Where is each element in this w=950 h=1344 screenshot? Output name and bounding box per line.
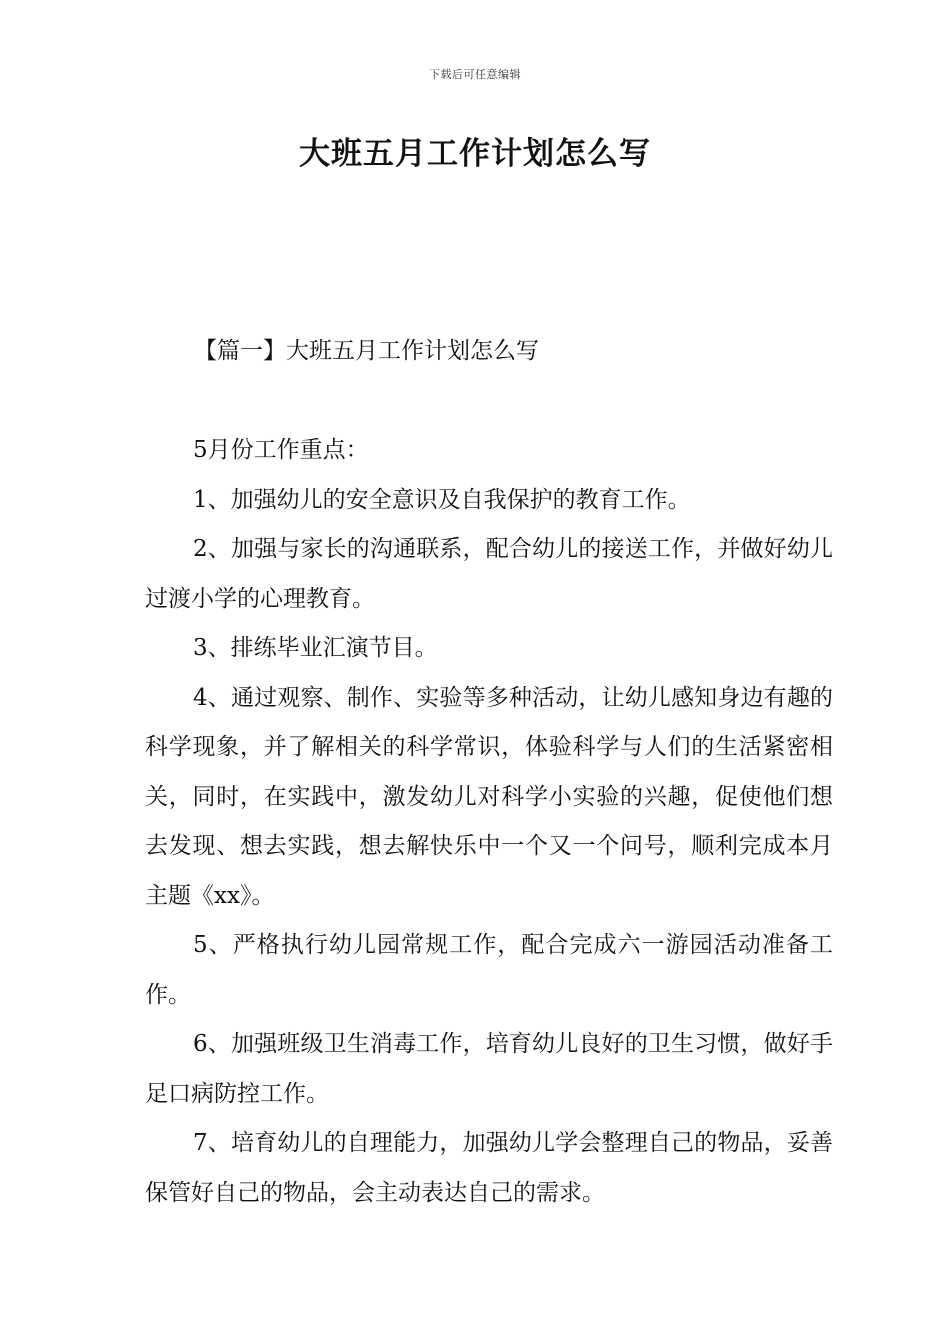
paragraph-focus-intro: 5月份工作重点： [193,437,369,463]
paragraph-item-4: 4、通过观察、制作、实验等多种活动，让幼儿感知身边有趣的科学现象，并了解相关的科学常识，体验科学与人们的生活紧密相关，同时，在实践中，激发幼儿对科学小实验的兴趣，促使他们想去发现、想去实践，想去解快乐中一个又一个问号，顺利完成本月主题《xx》。 [145,684,833,909]
document-title: 大班五月工作计划怎么写 [299,136,651,172]
document-body [145,426,833,1218]
section-heading: 【篇一】大班五月工作计划怎么写 [194,338,539,364]
paragraph-item-5: 5、严格执行幼儿园常规工作，配合完成六一游园活动准备工作。 [145,932,833,1008]
paragraph-item-2: 2、加强与家长的沟通联系，配合幼儿的接送工作，并做好幼儿过渡小学的心理教育。 [145,536,833,612]
paragraph-item-7: 7、培育幼儿的自理能力，加强幼儿学会整理自己的物品，妥善保管好自己的物品，会主动表达自己的需求。 [145,1130,833,1206]
paragraph-item-1: 1、加强幼儿的安全意识及自我保护的教育工作。 [193,486,691,513]
paragraph-item-3: 3、排练毕业汇演节目。 [193,635,438,661]
header-note: 下载后可任意编辑 [429,68,521,81]
paragraph-item-6: 6、加强班级卫生消毒工作，培育幼儿良好的卫生习惯，做好手足口病防控工作。 [145,1031,833,1107]
